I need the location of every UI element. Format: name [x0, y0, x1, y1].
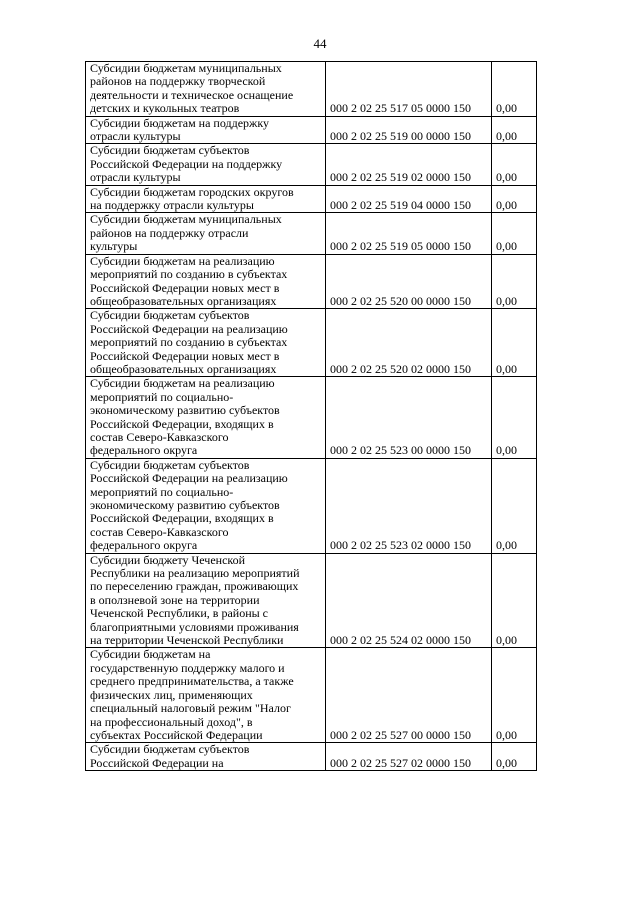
- row-name-line: государственную поддержку малого и: [90, 660, 285, 675]
- row-name-line: экономическому развитию субъектов: [90, 403, 280, 418]
- row-name-line: Субсидии бюджетам субъектов: [90, 143, 250, 158]
- row-value-cell: 0,00: [492, 144, 537, 185]
- row-name-line: Субсидии бюджетам городских округов: [90, 184, 294, 199]
- row-name-line: субъектах Российской Федерации: [90, 727, 263, 742]
- row-name-line: Республики на реализацию мероприятий: [90, 566, 300, 581]
- row-code-cell: 000 2 02 25 523 00 0000 150: [326, 377, 492, 458]
- row-name-cell: [86, 185, 326, 213]
- row-name-line: Субсидии бюджетам муниципальных: [90, 61, 282, 75]
- table-row: [86, 458, 537, 553]
- row-name-line: Субсидии бюджетам субъектов: [90, 457, 250, 472]
- row-value-cell: 0,00: [492, 185, 537, 213]
- page-number: 44: [313, 36, 327, 51]
- budget-table: [85, 61, 537, 771]
- row-name-line: Чеченской Республики, в районы с: [90, 606, 269, 621]
- row-name-line: Российской Федерации, входящих в: [90, 511, 274, 526]
- row-name-cell: [86, 144, 326, 185]
- row-name-line: благоприятными условиями проживания: [90, 619, 299, 634]
- row-value-cell: 0,00: [492, 458, 537, 553]
- row-name-line: Субсидии бюджетам субъектов: [90, 742, 250, 757]
- row-code-cell: 000 2 02 25 524 02 0000 150: [326, 553, 492, 648]
- row-value-cell: 0,00: [492, 116, 537, 144]
- row-name-cell: [86, 377, 326, 458]
- table-row: [86, 62, 537, 117]
- row-name-line: Субсидии бюджетам на реализацию: [90, 376, 275, 391]
- row-name-line: Российской Федерации новых мест в: [90, 280, 280, 295]
- row-code-cell: 000 2 02 25 527 02 0000 150: [326, 743, 492, 771]
- row-name-line: состав Северо-Кавказского: [90, 429, 229, 444]
- row-code-cell: 000 2 02 25 527 00 0000 150: [326, 648, 492, 743]
- row-name-line: Субсидии бюджетам на поддержку: [90, 115, 269, 130]
- row-name-line: среднего предпринимательства, а также: [90, 674, 294, 689]
- row-name-line: деятельности и техническое оснащение: [90, 87, 294, 102]
- row-name-cell: [86, 116, 326, 144]
- row-name-line: Российской Федерации, входящих в: [90, 416, 274, 431]
- row-value-cell: 0,00: [492, 213, 537, 254]
- row-name-line: экономическому развитию субъектов: [90, 498, 280, 512]
- row-name-line: отрасли культуры: [90, 129, 181, 144]
- row-name-line: мероприятий по созданию в субъектах: [90, 335, 288, 350]
- row-value-cell: 0,00: [492, 648, 537, 743]
- row-name-line: Субсидии бюджетам на реализацию: [90, 253, 275, 268]
- table-row: [86, 254, 537, 309]
- row-code-cell: 000 2 02 25 517 05 0000 150: [326, 62, 492, 117]
- row-name-line: по переселению граждан, проживающих: [90, 579, 299, 594]
- table-row: [86, 743, 537, 771]
- row-name-line: Российской Федерации новых мест в: [90, 348, 280, 363]
- row-value-cell: 0,00: [492, 377, 537, 458]
- row-value-cell: 0,00: [492, 553, 537, 648]
- row-name-line: детских и кукольных театров: [90, 101, 240, 116]
- row-name-cell: [86, 213, 326, 254]
- row-value-cell: 0,00: [492, 62, 537, 117]
- row-code-cell: 000 2 02 25 519 00 0000 150: [326, 116, 492, 144]
- row-name-line: отрасли культуры: [90, 170, 181, 185]
- row-name-line: физических лиц, применяющих: [90, 687, 253, 702]
- row-name-cell: [86, 254, 326, 309]
- row-value-cell: 0,00: [492, 743, 537, 771]
- row-name-line: Российской Федерации на реализацию: [90, 471, 288, 486]
- table-row: [86, 116, 537, 144]
- row-name-line: специальный налоговый режим "Налог: [90, 701, 291, 716]
- row-name-line: Российской Федерации на реализацию: [90, 321, 288, 336]
- row-name-line: мероприятий по созданию в субъектах: [90, 267, 288, 282]
- budget-table-body: [86, 62, 537, 771]
- row-name-line: на профессиональный доход", в: [90, 714, 253, 729]
- table-row: [86, 213, 537, 254]
- row-name-line: мероприятий по социально-: [90, 484, 234, 499]
- row-name-line: районов на поддержку отрасли: [90, 225, 249, 240]
- row-name-line: на поддержку отрасли культуры: [90, 198, 254, 213]
- row-name-line: районов на поддержку творческой: [90, 74, 266, 89]
- row-code-cell: 000 2 02 25 519 05 0000 150: [326, 213, 492, 254]
- row-code-cell: 000 2 02 25 523 02 0000 150: [326, 458, 492, 553]
- row-name-line: Российской Федерации на поддержку: [90, 156, 283, 171]
- row-name-line: Субсидии бюджету Чеченской: [90, 552, 246, 567]
- table-row: [86, 185, 537, 213]
- table-row: [86, 144, 537, 185]
- row-name-line: культуры: [90, 239, 138, 254]
- row-code-cell: 000 2 02 25 520 02 0000 150: [326, 309, 492, 377]
- row-name-line: общеобразовательных организациях: [90, 361, 277, 376]
- row-name-line: Субсидии бюджетам на: [90, 647, 211, 662]
- row-name-cell: [86, 553, 326, 648]
- row-name-line: состав Северо-Кавказского: [90, 524, 229, 539]
- table-row: [86, 309, 537, 377]
- row-name-line: на территории Чеченской Республики: [90, 633, 284, 648]
- row-code-cell: 000 2 02 25 519 04 0000 150: [326, 185, 492, 213]
- row-name-line: Субсидии бюджетам субъектов: [90, 308, 250, 323]
- row-name-cell: [86, 648, 326, 743]
- row-code-cell: 000 2 02 25 520 00 0000 150: [326, 254, 492, 309]
- table-row: [86, 553, 537, 648]
- row-name-line: общеобразовательных организациях: [90, 293, 277, 308]
- row-name-line: Российской Федерации на: [90, 755, 224, 770]
- table-row: [86, 648, 537, 743]
- row-name-cell: [86, 309, 326, 377]
- row-name-line: федерального округа: [90, 443, 198, 458]
- row-name-line: Субсидии бюджетам муниципальных: [90, 212, 282, 227]
- row-value-cell: 0,00: [492, 254, 537, 309]
- row-code-cell: 000 2 02 25 519 02 0000 150: [326, 144, 492, 185]
- row-name-line: в оползневой зоне на территории: [90, 592, 260, 607]
- table-row: [86, 377, 537, 458]
- row-name-line: федерального округа: [90, 538, 198, 553]
- row-value-cell: 0,00: [492, 309, 537, 377]
- row-name-cell: [86, 743, 326, 771]
- row-name-line: мероприятий по социально-: [90, 389, 234, 404]
- row-name-cell: [86, 62, 326, 117]
- row-name-cell: [86, 458, 326, 553]
